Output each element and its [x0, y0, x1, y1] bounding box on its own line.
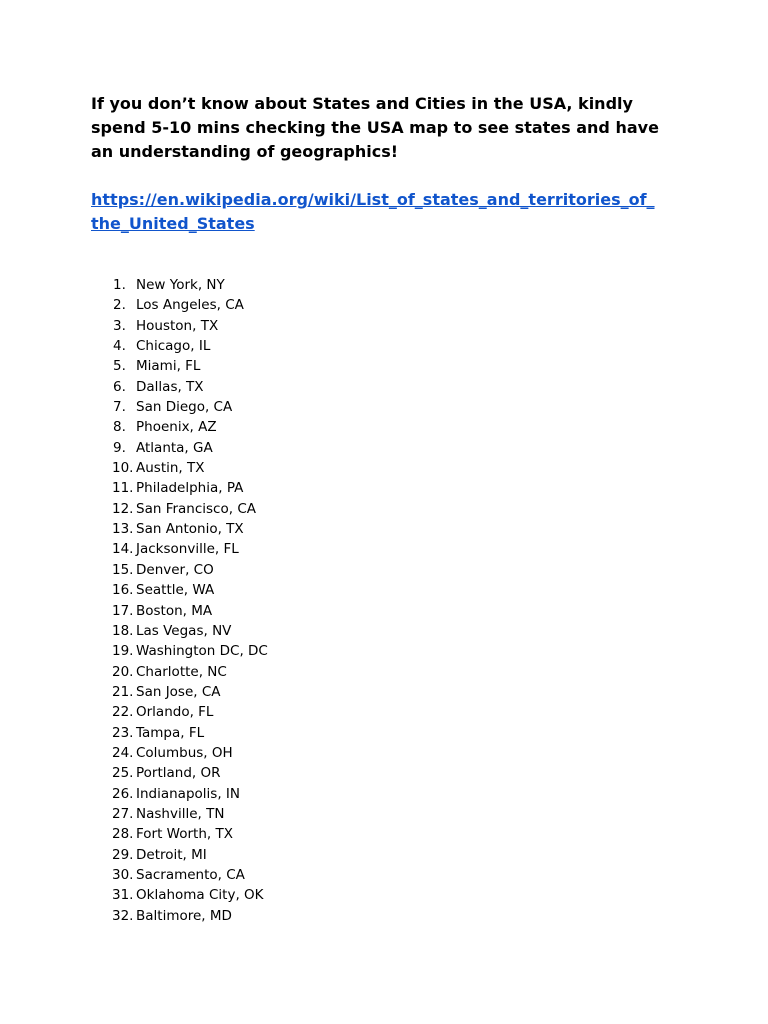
list-item: [0, 824, 768, 844]
list-item-city: Washington DC, DC: [136, 643, 268, 660]
list-item-number: 27.: [112, 805, 134, 822]
list-item-number: 28.: [112, 826, 134, 843]
list-item: [0, 906, 768, 926]
list-item-number: 25.: [112, 765, 134, 782]
list-item-number: 32.: [112, 907, 134, 924]
list-item-city: Seattle, WA: [136, 582, 215, 599]
list-item-number: 22.: [112, 704, 134, 721]
list-item: [0, 845, 768, 865]
list-item-number: 24.: [112, 744, 134, 761]
list-item-number: 15.: [112, 561, 134, 578]
list-item-city: Houston, TX: [136, 317, 219, 334]
list-item-number: 30.: [112, 866, 134, 883]
list-item: [0, 560, 768, 580]
list-item-city: Detroit, MI: [136, 846, 207, 863]
list-item: [0, 539, 768, 559]
list-item-number: 6.: [113, 378, 126, 395]
list-item-city: Columbus, OH: [136, 744, 233, 761]
list-item: [0, 580, 768, 600]
list-item-city: Orlando, FL: [136, 704, 214, 721]
list-item-number: 5.: [113, 358, 126, 375]
list-item-city: Charlotte, NC: [136, 663, 227, 680]
list-item-city: Sacramento, CA: [136, 866, 245, 883]
list-item: [0, 377, 768, 397]
list-item-number: 8.: [113, 419, 126, 436]
list-item-city: Nashville, TN: [136, 805, 225, 822]
list-item-city: San Antonio, TX: [136, 521, 244, 538]
list-item: [0, 763, 768, 783]
list-item: [0, 784, 768, 804]
list-item-number: 21.: [112, 683, 134, 700]
list-item: [0, 458, 768, 478]
list-item: [0, 885, 768, 905]
list-item: [0, 865, 768, 885]
list-item: [0, 682, 768, 702]
list-item-city: Tampa, FL: [136, 724, 205, 741]
list-item-city: Baltimore, MD: [136, 907, 232, 924]
list-item: [0, 478, 768, 498]
list-item-city: Chicago, IL: [136, 338, 211, 355]
list-item-number: 9.: [113, 439, 126, 456]
list-item-city: Philadelphia, PA: [136, 480, 244, 497]
list-item-number: 16.: [112, 582, 134, 599]
list-item-city: San Francisco, CA: [136, 500, 256, 517]
list-item-city: Austin, TX: [136, 460, 205, 477]
list-item-city: Phoenix, AZ: [136, 419, 217, 436]
list-item-city: Los Angeles, CA: [136, 297, 244, 314]
list-item-number: 2.: [113, 297, 126, 314]
list-item-number: 20.: [112, 663, 134, 680]
list-item-number: 7.: [113, 399, 126, 416]
list-item-city: Oklahoma City, OK: [136, 887, 264, 904]
list-item: [0, 295, 768, 315]
list-item-number: 23.: [112, 724, 134, 741]
list-item-number: 11.: [112, 480, 134, 497]
list-item: [0, 601, 768, 621]
list-item: [0, 723, 768, 743]
list-item-number: 10.: [112, 460, 134, 477]
list-item: [0, 499, 768, 519]
list-item-number: 19.: [112, 643, 134, 660]
list-item-number: 1.: [113, 277, 126, 293]
list-item: [0, 417, 768, 437]
list-item: [0, 743, 768, 763]
list-item-city: Denver, CO: [136, 561, 214, 578]
list-item-city: San Diego, CA: [136, 399, 233, 416]
list-item-number: 4.: [113, 338, 126, 355]
list-item-number: 18.: [112, 622, 134, 639]
intro-paragraph: If you don’t know about States and Cities in the USA, kindly spend 5-10 mins checking the USA map to see states and have an understanding of geographics!: [91, 94, 659, 161]
list-item-number: 29.: [112, 846, 134, 863]
list-item-number: 3.: [113, 317, 126, 334]
list-item: [0, 621, 768, 641]
wikipedia-link[interactable]: https://en.wikipedia.org/wiki/List_of_states_and_territories_of_the_United_States: [91, 190, 655, 233]
list-item: [0, 438, 768, 458]
list-item-city: Fort Worth, TX: [136, 826, 233, 843]
list-item-city: Las Vegas, NV: [136, 622, 232, 639]
list-item-city: San Jose, CA: [136, 683, 221, 700]
list-item-number: 17.: [112, 602, 134, 619]
list-item: [0, 316, 768, 336]
list-item: [0, 519, 768, 539]
list-item: [0, 356, 768, 376]
list-item: [0, 804, 768, 824]
list-item-city: Dallas, TX: [136, 378, 204, 395]
list-item-city: Portland, OR: [136, 765, 221, 782]
list-item: [0, 397, 768, 417]
list-item-city: Jacksonville, FL: [136, 541, 239, 558]
list-item: [0, 702, 768, 722]
list-item: [0, 336, 768, 356]
list-item: [0, 641, 768, 661]
list-item-city: Indianapolis, IN: [136, 785, 240, 802]
list-item-city: Boston, MA: [136, 602, 213, 619]
list-item-number: 14.: [112, 541, 134, 558]
list-item: [0, 662, 768, 682]
list-item-number: 13.: [112, 521, 134, 538]
list-item-number: 31.: [112, 887, 134, 904]
list-item: [0, 275, 768, 295]
list-item-city: New York, NY: [136, 277, 225, 293]
list-item-number: 26.: [112, 785, 134, 802]
list-item-number: 12.: [112, 500, 134, 517]
list-item-city: Miami, FL: [136, 358, 201, 375]
list-item-city: Atlanta, GA: [136, 439, 213, 456]
city-list: [0, 275, 768, 926]
